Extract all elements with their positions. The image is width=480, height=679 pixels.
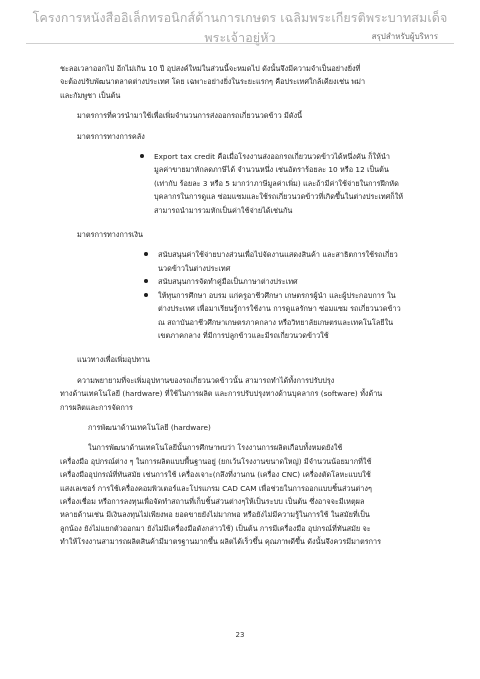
header-title: โครงการหนังสืออิเล็กทรอนิกส์ด้านการเกษตร เฉลิมพระเกียรติพระบาทสมเด็จพระเจ้าอยู่หัว: [32, 10, 448, 45]
finance-bullet: [60, 275, 423, 288]
bullet-line: นวดข้าวในต่างประเทศ: [158, 263, 231, 273]
bullet-line: Export tax credit คือเมื่อโรงงานส่งออกรถเกี่ยวนวดข้าวได้หนึ่งคัน ก็ให้นำ: [154, 152, 391, 162]
bullet-line: สนับสนุนการจัดทำคู่มือเป็นภาษาต่างประเทศ: [158, 277, 298, 287]
bullet-line: ณ สถาบันอาชีวศึกษาเกษตรภาคกลาง หรือวิทยาลัยเกษตรและเทคโนโลยีใน: [158, 317, 394, 327]
bullet-line: สามารถนำมารวมหักเป็นค่าใช้จ่ายได้เช่นกัน: [154, 205, 293, 215]
bullet-icon: [144, 252, 148, 256]
bullet-icon: [144, 279, 148, 283]
header-subtitle: สรุปสำหรับผู้บริหาร: [371, 32, 438, 41]
measures-heading: มาตรการที่ควรนำมาใช้เพื่อเพิ่มจำนวนการส่งออกรถเกี่ยวนวดข้าว มีดังนี้: [77, 111, 303, 121]
improve-heading: แนวทางเพื่อเพิ่มอุปทาน: [77, 355, 150, 365]
finance-bullet: [60, 289, 423, 343]
tech-heading: การพัฒนาด้านเทคโนโลยี (hardware): [88, 422, 211, 432]
page-number: 23: [235, 631, 245, 639]
improve-line: การผลิตและการจัดการ: [60, 402, 133, 412]
tech-line: แสงเลเซอร์ การใช้เครื่องคอมพิวเตอร์และโปรแกรม CAD CAM เพื่อช่วยในการออกแบบชิ้นส่วนต่างๆ: [60, 483, 372, 493]
tech-line: เครื่องเชื่อม หรือการลงทุนเพื่อจัดทำสถานที่เก็บชิ้นส่วนต่างๆให้เป็นระบบ เป็นต้น ซึ่งอาจจะมีเหตุผล: [60, 496, 365, 506]
bullet-icon: [144, 293, 148, 297]
tax-heading: มาตรการทางการคลัง: [77, 131, 145, 141]
bullet-icon: [140, 154, 144, 158]
improve-line: ความพยายามที่จะเพิ่มอุปทานของรถเกี่ยวนวดข้าวนั้น สามารถทำได้ทั้งการปรับปรุง: [77, 375, 335, 385]
intro-line: จะต้องปรับพัฒนาตลาดต่างประเทศ โดย เฉพาะอย่างยิ่งในระยะแรกๆ คือประเทศใกล้เคียงเช่น พม่า: [60, 77, 366, 87]
intro-line: ชะลอเวลาออกไป อีกไม่เกิน 10 ปี อุปสงค์ใหม่ในส่วนนี้จะหมดไป ดังนั้นจึงมีความจำเป็นอย่างยิ่งที่: [60, 64, 361, 73]
bullet-line: ให้ทุนการศึกษา อบรม แก่ครูอาชีวศึกษา เกษตรกรผู้นำ และผู้ประกอบการ ใน: [158, 290, 396, 300]
tech-line: ลูกน้อง ยังไม่แยกตัวออกมา ยังไม่มีเครื่องมือดังกล่าวใช้) เป็นต้น การมีเครื่องมือ อุปกรณ์ที่ทันสมัย จะ: [60, 523, 371, 533]
improve-line: ทางด้านเทคโนโลยี (hardware) ที่ใช้ในการผลิต และการปรับปรุงทางด้านบุคลากร (software) ทั้งด้าน: [60, 389, 383, 399]
tax-bullet: [60, 150, 423, 217]
bullet-line: ต่างประเทศ เพื่อมาเรียนรู้การใช้งาน การดูแลรักษา ซ่อมแซม รถเกี่ยวนวดข้าว: [158, 304, 401, 314]
bullet-line: มูลค่าขายมาหักลดภาษีได้ จำนวนหนึ่ง เช่นอัตราร้อยละ 10 หรือ 12 เป็นต้น: [154, 165, 389, 175]
finance-bullet: [60, 248, 423, 275]
tech-line: เครื่องมือ อุปกรณ์ต่าง ๆ ในการผลิตแบบพื้นฐานอยู่ (ยกเว้นโรงงานขนาดใหญ่) มีจำนวนน้อยมากที่ใช้: [60, 456, 372, 466]
header-divider: [26, 43, 454, 44]
page-body: [60, 62, 423, 549]
intro-line: และกัมพูชา เป็นต้น: [60, 90, 121, 100]
bullet-line: บุคลากรในการดูแล ซ่อมแซมและใช้รถเกี่ยวนวดข้าวที่เกิดขึ้นในต่างประเทศก็ให้: [154, 192, 404, 202]
tech-line: หลายด้านเช่น มีเงินลงทุนไม่เพียงพอ ยอดขายยังไม่มากพอ หรือยังไม่มีความรู้ในการใช้ ในสมัยที่เป็น: [60, 510, 370, 520]
finance-heading: มาตรการทางการเงิน: [77, 230, 143, 240]
bullet-line: เขตภาคกลาง ที่มีการปลูกข้าวและมีรถเกี่ยวนวดข้าวใช้: [158, 330, 329, 340]
tech-line: ทำให้โรงงานสามารถผลิตสินค้ามีมาตรฐานมากขึ้น ผลิตได้เร็วขึ้น คุณภาพดีขึ้น ดังนั้นจึงควรมีมาตรการ: [60, 537, 382, 547]
bullet-line: สนับสนุนค่าใช้จ่ายบางส่วนเพื่อไปจัดงานแสดงสินค้า และสาธิตการใช้รถเกี่ยว: [158, 250, 398, 260]
bullet-line: (เท่ากับ ร้อยละ 3 หรือ 5 มากว่าภาษีมูลค่าเพิ่ม) และถ้ามีค่าใช้จ่ายในการฝึกหัด: [154, 178, 399, 188]
tech-line: ในการพัฒนาด้านเทคโนโลยีนั้นการศึกษาพบว่า โรงงานการผลิตเกือบทั้งหมดยังใช้: [88, 443, 343, 453]
tech-line: เครื่องมืออุปกรณ์ที่ทันสมัย เช่นการใช้ เครื่องเจาะ(กลึงที่งานกน (เครื่อง CNC) เครื่องตัดโลหะแบบใช้: [60, 470, 371, 480]
